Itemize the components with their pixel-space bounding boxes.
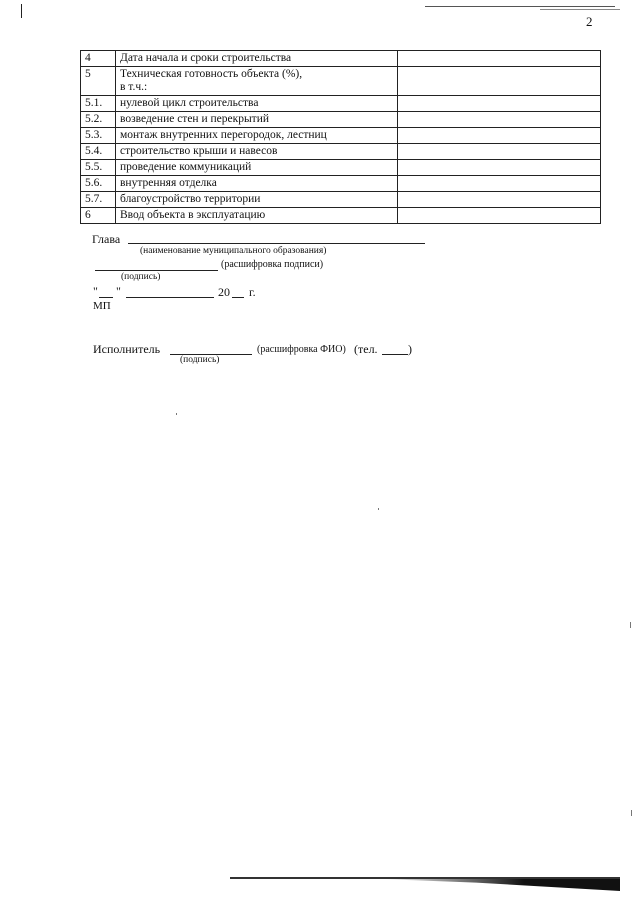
row-value-cell[interactable]	[398, 96, 601, 112]
row-number: 5.6.	[81, 176, 116, 192]
date-quote-close: "	[116, 284, 121, 298]
row-label-text: Дата начала и сроки строительства	[120, 52, 292, 64]
row-label-subtext: в т.ч.:	[120, 81, 148, 93]
row-label-text: нулевой цикл строительства	[120, 97, 259, 109]
scan-edge-line-top	[425, 6, 615, 7]
row-label	[116, 128, 398, 144]
head-decoding-label: (расшифровка подписи)	[221, 259, 324, 270]
stamp-label: МП	[93, 300, 111, 312]
row-number: 5.7.	[81, 192, 116, 208]
row-label	[116, 96, 398, 112]
executor-signature-caption: (подпись)	[180, 355, 220, 365]
table-row	[81, 96, 601, 112]
scan-edge-mark-left	[21, 4, 22, 18]
page-number: 2	[586, 14, 593, 29]
row-value-cell[interactable]	[398, 112, 601, 128]
date-year-prefix: 20	[218, 285, 230, 299]
row-value-cell[interactable]	[398, 176, 601, 192]
row-number: 6	[81, 208, 116, 224]
table-row	[81, 128, 601, 144]
executor-phone-close: )	[408, 342, 412, 356]
construction-progress-table	[80, 50, 601, 224]
date-quote-open: "	[93, 284, 98, 298]
executor-phone-line	[382, 354, 408, 355]
executor-label: Исполнитель	[93, 342, 161, 356]
row-value-cell[interactable]	[398, 160, 601, 176]
head-label: Глава	[92, 232, 121, 246]
scan-edge-shadow-bottom	[230, 877, 620, 879]
table-row	[81, 160, 601, 176]
scan-speck	[378, 508, 379, 510]
scan-speck	[176, 413, 177, 415]
table-row	[81, 144, 601, 160]
date-year-suffix: г.	[249, 285, 256, 299]
row-label-text: Ввод объекта в эксплуатацию	[120, 209, 266, 221]
table-row	[81, 176, 601, 192]
executor-fio-label: (расшифровка ФИО)	[257, 344, 346, 355]
row-number: 4	[81, 51, 116, 67]
row-number: 5	[81, 67, 116, 96]
row-value-cell[interactable]	[398, 208, 601, 224]
row-number: 5.5.	[81, 160, 116, 176]
date-day-line	[99, 297, 113, 298]
table-row	[81, 112, 601, 128]
row-label	[116, 51, 398, 67]
row-label-text: возведение стен и перекрытий	[120, 113, 270, 125]
row-value-cell[interactable]	[398, 67, 601, 96]
table-row	[81, 192, 601, 208]
row-number: 5.2.	[81, 112, 116, 128]
row-value-cell[interactable]	[398, 128, 601, 144]
row-label-text: проведение коммуникаций	[120, 161, 252, 173]
table-row	[81, 208, 601, 224]
row-label	[116, 67, 398, 96]
row-value-cell[interactable]	[398, 192, 601, 208]
executor-phone-label: (тел.	[354, 342, 378, 356]
row-label	[116, 192, 398, 208]
row-label-text: монтаж внутренних перегородок, лестниц	[120, 129, 327, 141]
municipality-caption: (наименование муниципального образования)	[140, 246, 327, 256]
date-month-line	[126, 297, 214, 298]
row-label	[116, 112, 398, 128]
row-value-cell[interactable]	[398, 144, 601, 160]
row-number: 5.4.	[81, 144, 116, 160]
row-label-text: внутренняя отделка	[120, 177, 217, 189]
row-number: 5.1.	[81, 96, 116, 112]
scan-edge-shadow-corner	[380, 879, 620, 891]
row-number: 5.3.	[81, 128, 116, 144]
table-row	[81, 51, 601, 67]
head-signature-caption: (подпись)	[121, 272, 161, 282]
row-label	[116, 208, 398, 224]
row-value-cell[interactable]	[398, 51, 601, 67]
municipality-line	[128, 243, 425, 244]
row-label	[116, 176, 398, 192]
scan-speck	[630, 622, 631, 628]
scan-edge-line-top-2	[540, 9, 620, 10]
row-label-text: строительство крыши и навесов	[120, 145, 278, 157]
row-label-text: благоустройство территории	[120, 193, 261, 205]
row-label	[116, 160, 398, 176]
head-signature-line	[95, 270, 218, 271]
row-label-text: Техническая готовность объекта (%),	[120, 68, 303, 80]
date-year-line	[232, 297, 244, 298]
table-row	[81, 67, 601, 96]
scan-speck	[631, 810, 632, 816]
row-label	[116, 144, 398, 160]
